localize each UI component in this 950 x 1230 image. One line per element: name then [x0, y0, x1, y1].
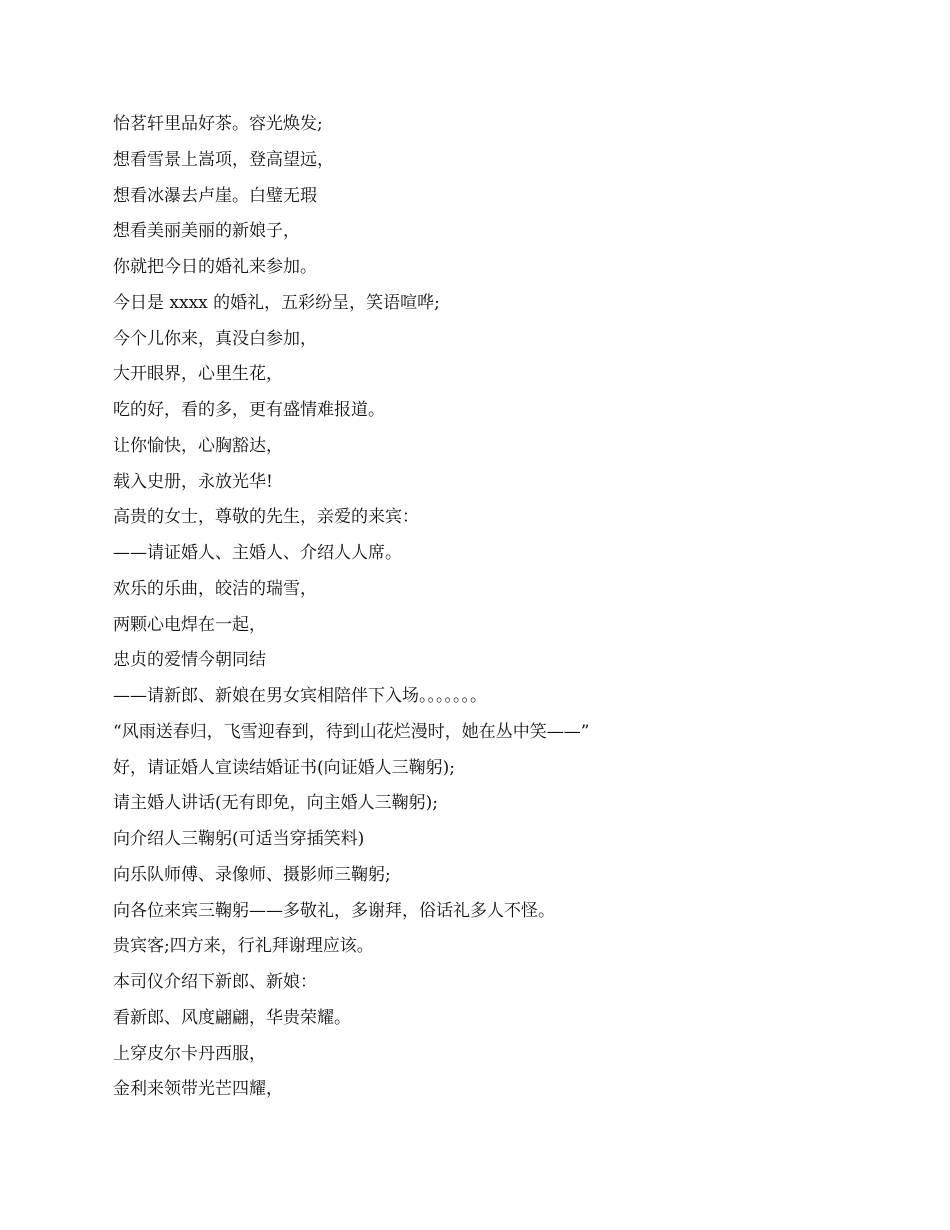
text-line: 高贵的女士，尊敬的先生，亲爱的来宾： [113, 507, 419, 528]
text-line: 向乐队师傅、录像师、摄影师三鞠躬; [113, 864, 391, 885]
text-line: 今个儿你来，真没白参加， [113, 328, 317, 349]
text-line: 想看冰瀑去卢崖。白璧无瑕 [113, 185, 317, 206]
text-line: 吃的好，看的多，更有盛情难报道。 [113, 400, 385, 420]
text-line: 上穿皮尔卡丹西服， [113, 1043, 266, 1064]
text-line: 金利来领带光芒四耀， [113, 1079, 283, 1100]
text-line: ——请新郎、新娘在男女宾相陪伴下入场。。。。。。。 [113, 686, 487, 706]
text-line: 你就把今日的婚礼来参加。 [113, 257, 317, 277]
text-line: 今日是 xxxx 的婚礼，五彩纷呈，笑语喧哗; [113, 292, 440, 313]
text-line: 两颗心电焊在一起， [113, 614, 266, 635]
text-line: 忠贞的爱情今朝同结 [113, 650, 266, 671]
text-line: 怡茗轩里品好茶。容光焕发; [113, 114, 323, 134]
text-line: 想看美丽美丽的新娘子， [113, 221, 300, 242]
text-line: 贵宾客;四方来，行礼拜谢理应该。 [113, 936, 374, 957]
text-line: 载入史册，永放光华! [113, 471, 273, 492]
text-line: 看新郎、风度翩翩，华贵荣耀。 [113, 1007, 351, 1028]
text-line: 让你愉快，心胸豁达， [113, 435, 283, 456]
text-line: 想看雪景上嵩项，登高望远， [113, 149, 334, 170]
text-line: 请主婚人讲话(无有即免，向主婚人三鞠躬); [113, 793, 438, 814]
text-line: 向各位来宾三鞠躬——多敬礼，多谢拜，俗话礼多人不怪。 [113, 900, 555, 921]
text-line: 欢乐的乐曲，皎洁的瑞雪， [113, 578, 317, 599]
text-line: 向介绍人三鞠躬(可适当穿插笑料) [113, 829, 365, 849]
document-body [113, 107, 893, 1108]
text-line: 本司仪介绍下新郎、新娘： [113, 972, 317, 992]
text-line: 大开眼界，心里生花， [113, 364, 283, 385]
text-line: ——请证婚人、主婚人、介绍人人席。 [113, 543, 402, 563]
text-line: “风雨送春归，飞雪迎春到，待到山花烂漫时，她在丛中笑——” [113, 721, 590, 742]
text-line: 好，请证婚人宣读结婚证书(向证婚人三鞠躬); [113, 757, 455, 778]
